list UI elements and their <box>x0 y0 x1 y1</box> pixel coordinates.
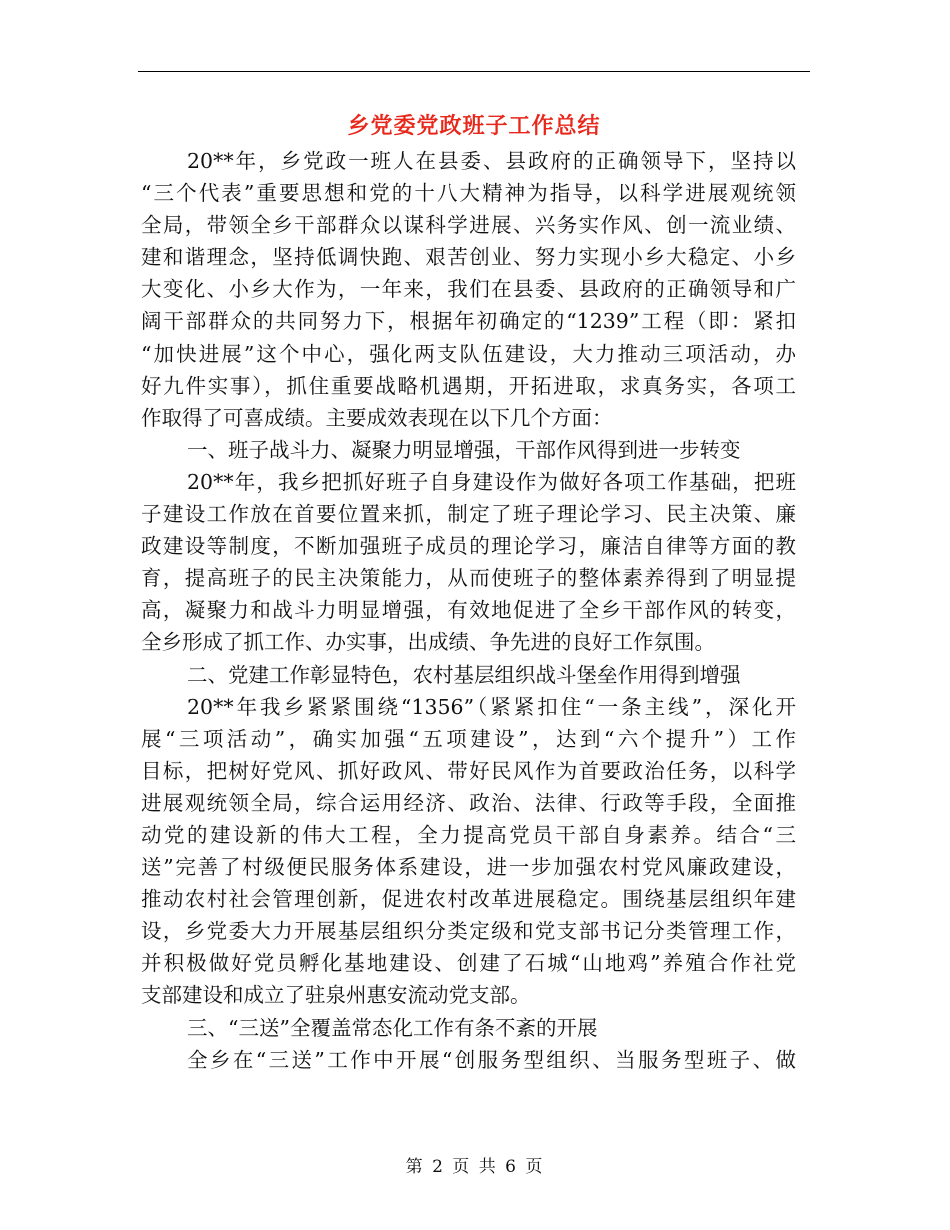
text-line: 育，提高班子的民主决策能力，从而使班子的整体素养得到了明显提 <box>141 566 796 591</box>
text-line: 三、“三送”全覆盖常态化工作有条不紊的开展 <box>187 1015 598 1040</box>
text-line: 建和谐理念，坚持低调快跑、艰苦创业、努力实现小乡大稳定、小乡 <box>141 245 796 270</box>
text-line: 推动农村社会管理创新，促进农村改革进展稳定。围绕基层组织年建 <box>141 887 796 912</box>
document-body <box>141 145 796 1076</box>
text-line: 展“三项活动”，确实加强“五项建设”，达到“六个提升”）工作 <box>141 726 796 751</box>
text-line: 进展观统领全局，综合运用经济、政治、法律、行政等手段，全面推 <box>141 790 796 815</box>
text-line: “加快进展”这个中心，强化两支队伍建设，大力推动三项活动，办 <box>141 341 796 366</box>
text-line: 好九件实事），抓住重要战略机遇期，开拓进取，求真务实，各项工 <box>141 373 796 398</box>
text-line: 目标，把树好党风、抓好政风、带好民风作为首要政治任务，以科学 <box>141 758 796 783</box>
text-line: 送”完善了村级便民服务体系建设，进一步加强农村党风廉政建设， <box>141 855 796 880</box>
text-line: 高，凝聚力和战斗力明显增强，有效地促进了全乡干部作风的转变， <box>141 598 796 623</box>
page-footer: 第 2 页 共 6 页 <box>405 1157 545 1177</box>
text-line: 作取得了可喜成绩。主要成效表现在以下几个方面： <box>141 405 613 430</box>
text-line: 20**年我乡紧紧围绕“1356”（紧紧扣住“一条主线”，深化开 <box>187 694 796 719</box>
text-line: 全乡在“三送”工作中开展“创服务型组织、当服务型班子、做 <box>187 1047 796 1072</box>
header-rule <box>138 71 810 72</box>
text-line: 大变化、小乡大作为，一年来，我们在县委、县政府的正确领导和广 <box>141 277 796 302</box>
text-line: 20**年，乡党政一班人在县委、县政府的正确领导下，坚持以 <box>187 149 796 173</box>
text-line: 一、班子战斗力、凝聚力明显增强，干部作风得到进一步转变 <box>187 437 741 462</box>
text-line: 20**年，我乡把抓好班子自身建设作为做好各项工作基础，把班 <box>187 469 796 494</box>
document-title: 乡党委党政班子工作总结 <box>347 113 601 139</box>
text-line: 子建设工作放在首要位置来抓，制定了班子理论学习、民主决策、廉 <box>141 502 796 527</box>
text-line: 二、党建工作彰显特色，农村基层组织战斗堡垒作用得到增强 <box>187 662 741 687</box>
text-line: 全乡形成了抓工作、办实事，出成绩、争先进的良好工作氛围。 <box>141 630 715 655</box>
text-line: 并积极做好党员孵化基地建设、创建了石城“山地鸡”养殖合作社党 <box>141 951 796 976</box>
text-line: 阔干部群众的共同努力下，根据年初确定的“1239”工程（即：紧扣 <box>141 309 796 334</box>
text-line: 动党的建设新的伟大工程，全力提高党员干部自身素养。结合“三 <box>141 822 796 847</box>
text-line: 设，乡党委大力开展基层组织分类定级和党支部书记分类管理工作， <box>141 919 796 944</box>
text-line: 支部建设和成立了驻泉州惠安流动党支部。 <box>141 983 531 1008</box>
text-line: 政建设等制度，不断加强班子成员的理论学习，廉洁自律等方面的教 <box>141 534 796 559</box>
text-line: “三个代表”重要思想和党的十八大精神为指导，以科学进展观统领 <box>141 181 796 206</box>
text-line: 全局，带领全乡干部群众以谋科学进展、兴务实作风、创一流业绩、 <box>141 213 796 238</box>
